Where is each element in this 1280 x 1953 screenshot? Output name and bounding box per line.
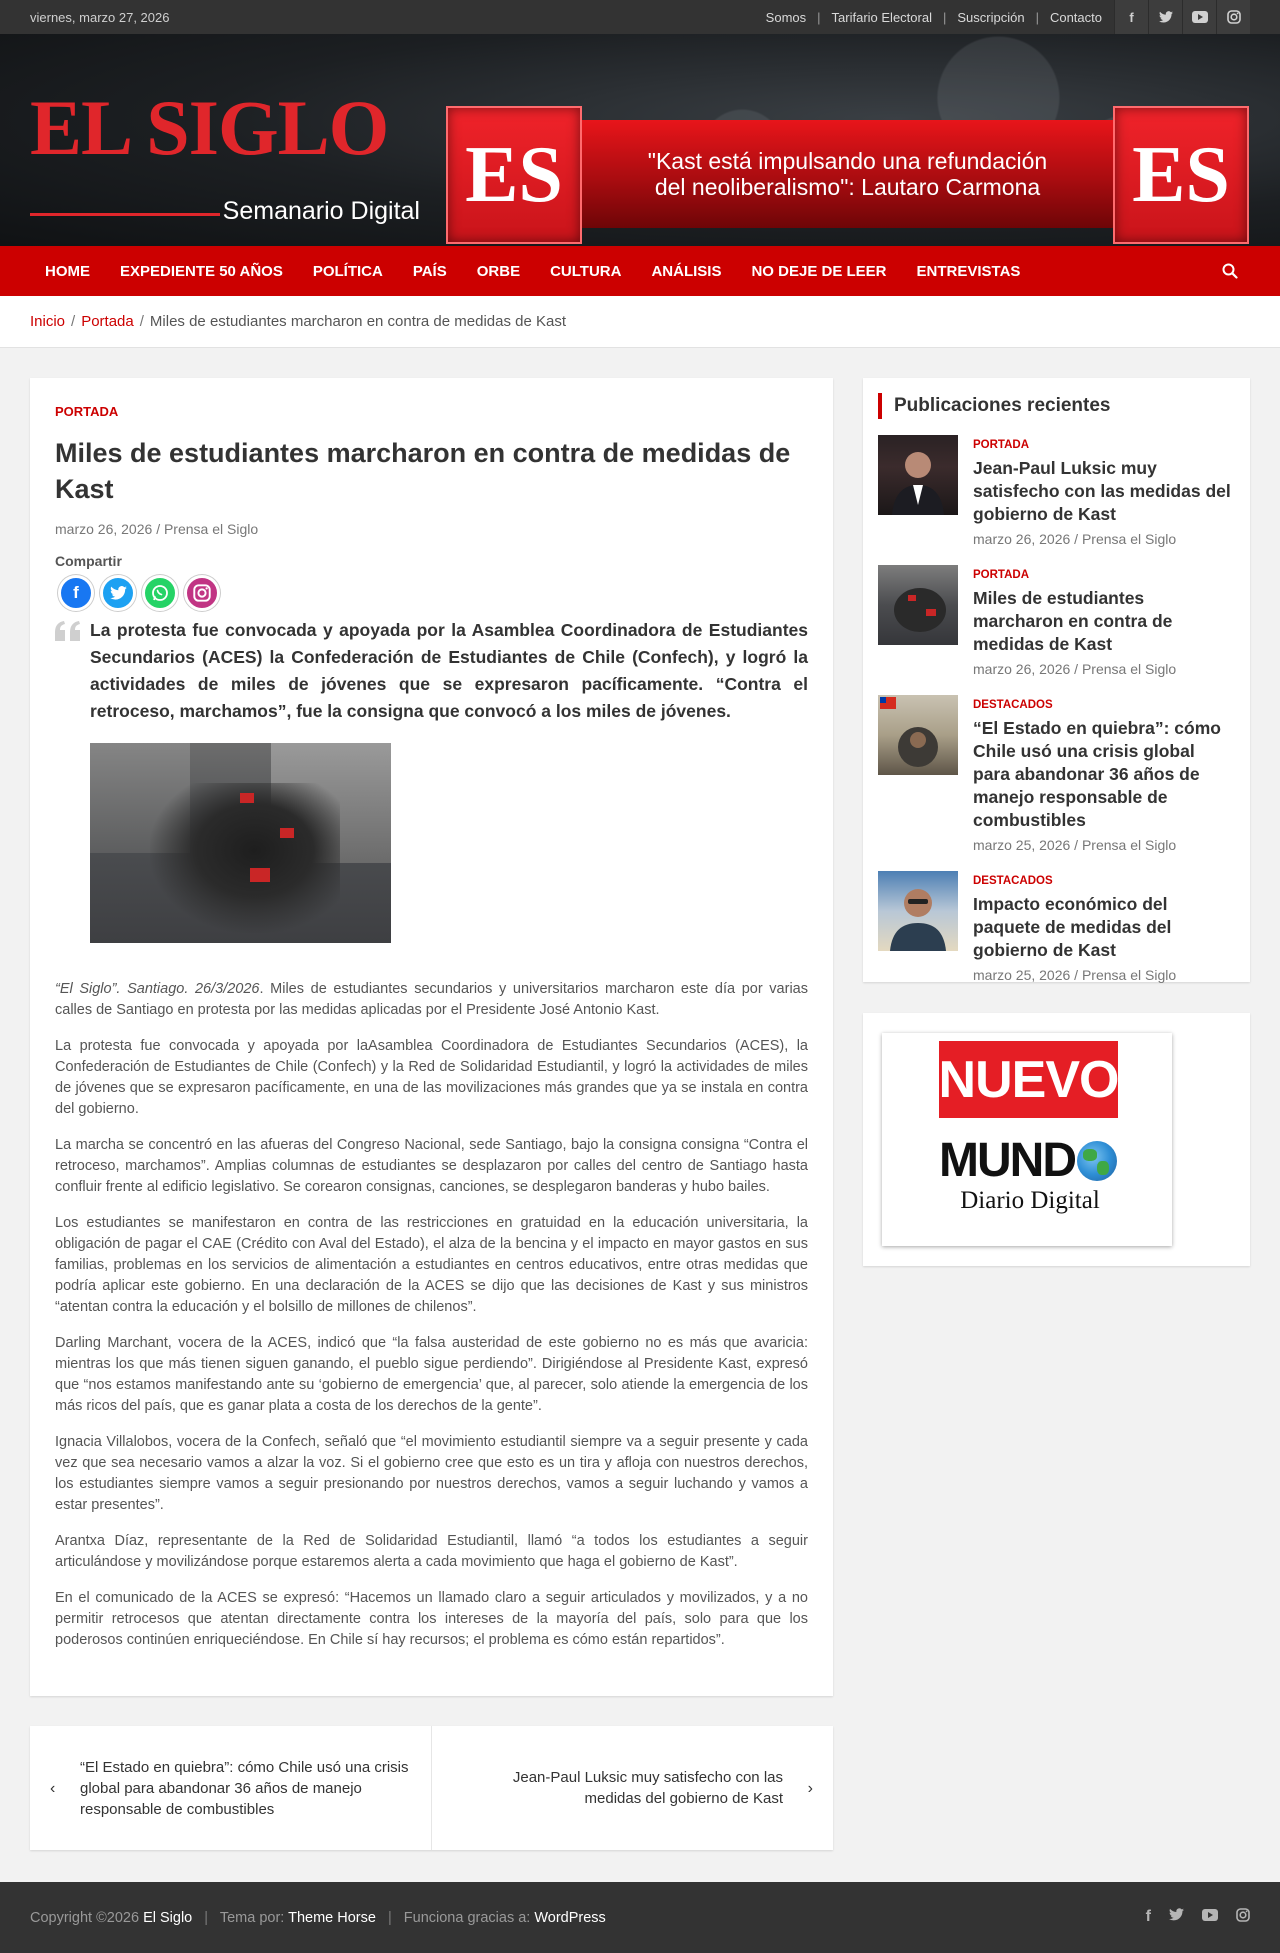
banner-badge-left: ES: [446, 106, 582, 244]
recent-post-thumbnail[interactable]: [878, 565, 958, 645]
footer-instagram-icon[interactable]: [1236, 1908, 1250, 1927]
recent-post-item: [878, 435, 1235, 547]
recent-post-title[interactable]: Miles de estudiantes marcharon en contra de medidas de Kast: [973, 588, 1173, 654]
recent-post-meta: marzo 25, 2026 / Prensa el Siglo: [973, 967, 1177, 983]
nav-item-orbe[interactable]: ORBE: [476, 262, 521, 280]
banner-line-1: "Kast está impulsando una refundación: [647, 148, 1048, 174]
article-paragraph: Ignacia Villalobos, vocera de la Confech, señaló que “el movimiento estudiantil siempre va a seguir presente y cada vez que sea necesario vamos a alzar la voz. Si el gobierno cree que esto es un tira y afloja con nuestros derechos, los estudiantes siempre vamos a seguir presionando por nuestros derechos, vamos a seguir luchando y vamos a estar presentes”.: [55, 1434, 808, 1513]
nuevo-mundo-ad[interactable]: [882, 1033, 1172, 1246]
recent-post-category[interactable]: DESTACADOS: [973, 699, 1053, 711]
recent-post-thumbnail[interactable]: [878, 435, 958, 515]
top-bar: [0, 0, 1280, 34]
ad-diario-label: Diario Digital: [960, 1187, 1100, 1214]
search-icon[interactable]: [1210, 251, 1250, 291]
nav-item-expediente[interactable]: EXPEDIENTE 50 AÑOS: [120, 262, 283, 280]
quote-icon: [55, 621, 81, 641]
post-navigation: [30, 1726, 833, 1850]
footer-facebook-icon[interactable]: f: [1145, 1908, 1151, 1925]
widget-title: Publicaciones recientes: [878, 393, 1235, 419]
article-paragraph: Darling Marchant, vocera de la ACES, indicó que “la falsa austeridad de este gobierno no es más que avaricia: mientras los que más tienen siguen ganando, el pueblo sigue perdiendo”. Dirigiéndose al Presidente Kast, expresó que “nos estamos manifestando ante su ‘gobierno de emergencia’ que, al parecer, solo atiende la emergencia de los más ricos del país, que es ganar plata a costa de los derechos de la gente”.: [55, 1335, 808, 1414]
top-link-contacto[interactable]: Contacto: [1049, 9, 1102, 25]
breadcrumb-section[interactable]: Portada: [81, 313, 134, 330]
article: [30, 378, 833, 1696]
nav-item-cultura[interactable]: CULTURA: [550, 262, 622, 280]
top-social: [1114, 0, 1250, 34]
lead-quote-text: La protesta fue convocada y apoyada por la Asamblea Coordinadora de Estudiantes Secundarios (ACES) la Confederación de Estudiantes de Chile (Confech), y logró la actividades de miles de jóvenes que se expresaron pacíficamente. “Contra el retroceso, marchamos”, fue la consigna que convocó a los miles de jóvenes.: [90, 620, 808, 721]
recent-posts-widget: [863, 378, 1250, 982]
share-instagram-icon[interactable]: [184, 575, 220, 611]
article-meta: marzo 26, 2026 / Prensa el Siglo: [55, 521, 259, 537]
footer-youtube-icon[interactable]: [1202, 1908, 1218, 1927]
nav-item-home[interactable]: HOME: [45, 262, 90, 280]
recent-post-category[interactable]: DESTACADOS: [973, 875, 1053, 887]
nav-item-no-deje-de-leer[interactable]: NO DEJE DE LEER: [751, 262, 887, 280]
ad-nuevo-label: NUEVO: [939, 1041, 1118, 1118]
chevron-right-icon: ›: [807, 1779, 813, 1797]
banner-line-2: del neoliberalismo": Lautaro Carmona: [654, 174, 1041, 200]
breadcrumb-home[interactable]: Inicio: [30, 313, 66, 330]
previous-post-link[interactable]: [30, 1726, 432, 1850]
nav-item-analisis[interactable]: ANÁLISIS: [651, 262, 722, 280]
share-label: Compartir: [55, 553, 122, 569]
article-paragraph: En el comunicado de la ACES se expresó: “Hacemos un llamado claro a seguir articulados y movilizados, y a no permitir retrocesos que atentan directamente contra los intereses de la mayoría del país, solo para que los poderosos continúen enriqueciéndose. En Chile sí hay recursos; el problema es cómo están repartidos”.: [55, 1590, 808, 1648]
nav-item-pais[interactable]: PAÍS: [412, 262, 447, 280]
footer-twitter-icon[interactable]: [1169, 1908, 1184, 1927]
ad-widget: [863, 1013, 1250, 1266]
article-author[interactable]: Prensa el Siglo: [163, 521, 259, 537]
article-title: Miles de estudiantes marcharon en contra de medidas de Kast: [55, 438, 791, 504]
chevron-left-icon: ‹: [50, 1779, 56, 1797]
top-link-tarifario[interactable]: Tarifario Electoral: [831, 9, 932, 25]
youtube-icon[interactable]: [1182, 0, 1216, 34]
footer-site-link[interactable]: El Siglo: [143, 1909, 193, 1926]
logo-brand: EL SIGLO: [30, 84, 389, 171]
recent-post-meta: marzo 26, 2026 / Prensa el Siglo: [973, 661, 1177, 677]
recent-post-item: [878, 695, 1235, 853]
site-footer: [0, 1882, 1280, 1953]
recent-post-meta: marzo 25, 2026 / Prensa el Siglo: [973, 837, 1177, 853]
article-paragraph: La protesta fue convocada y apoyada por laAsamblea Coordinadora de Estudiantes Secundarios (ACES), la Confederación de Estudiantes de Chile (Confech) y la Red de Solidaridad Estudiantil, y logró la actividades de miles de jóvenes que se expresaron pacíficamente, en una de las movilizaciones más grandes que ya se instala en contra del gobierno.: [55, 1038, 808, 1117]
recent-post-category[interactable]: PORTADA: [973, 439, 1030, 451]
banner-badge-right: ES: [1113, 106, 1249, 244]
recent-post-meta: marzo 26, 2026 / Prensa el Siglo: [973, 531, 1177, 547]
site-logo[interactable]: [30, 84, 420, 225]
breadcrumb: Inicio / Portada / Miles de estudiantes marcharon en contra de medidas de Kast: [0, 296, 1280, 348]
facebook-icon[interactable]: f: [1114, 0, 1148, 34]
article-paragraph: Arantxa Díaz, representante de la Red de Solidaridad Estudiantil, llamó “a todos los estudiantes a seguir articulándose y movilizándose porque estaremos alerta a cada movimiento que haga el gobierno de Kast”.: [55, 1533, 808, 1570]
logo-tagline: Semanario Digital: [222, 197, 420, 225]
top-link-suscripcion[interactable]: Suscripción: [957, 9, 1025, 25]
breadcrumb-current: Miles de estudiantes marcharon en contra de medidas de Kast: [149, 313, 566, 330]
recent-post-title[interactable]: Jean-Paul Luksic muy satisfecho con las medidas del gobierno de Kast: [973, 458, 1231, 524]
previous-post-title: “El Estado en quiebra”: cómo Chile usó una crisis global para abandonar 36 años de manejo responsable de combustibles: [80, 1758, 409, 1818]
share-facebook-icon[interactable]: f: [58, 575, 94, 611]
banner-headline: [566, 120, 1129, 228]
twitter-icon[interactable]: [1148, 0, 1182, 34]
nav-item-entrevistas[interactable]: ENTREVISTAS: [916, 262, 1021, 280]
article-body: [55, 979, 808, 1651]
main-nav: [0, 246, 1280, 296]
dateline: “El Siglo”. Santiago. 26/3/2026: [55, 981, 260, 997]
next-post-title: Jean-Paul Luksic muy satisfecho con las medidas del gobierno de Kast: [512, 1769, 783, 1807]
site-header: [0, 34, 1280, 246]
article-date[interactable]: marzo 26, 2026: [55, 521, 153, 537]
globe-icon: [1077, 1141, 1117, 1181]
header-banner[interactable]: [446, 106, 1249, 244]
recent-post-thumbnail[interactable]: [878, 695, 958, 775]
recent-post-title[interactable]: Impacto económico del paquete de medidas del gobierno de Kast: [973, 894, 1172, 960]
recent-post-thumbnail[interactable]: [878, 871, 958, 951]
article-paragraph: Los estudiantes se manifestaron en contra de las restricciones en gratuidad en la educación universitaria, la obligación de pagar el CAE (Crédito con Aval del Estado), el alza de la bencina y el impacto en mayor gastos en sus familias, problemas en los servicios de alimentación a estudiantes en centros educativos, entre otras medidas que podría aplicar este gobierno. En una declaración de la ACES se dijo que las decisiones de Kast y sus ministros “atentan contra la educación y el bolsillo de millones de chilenos”.: [55, 1215, 808, 1315]
top-link-somos[interactable]: Somos: [765, 9, 807, 25]
current-date: viernes, marzo 27, 2026: [30, 9, 170, 25]
footer-social: [1128, 1908, 1250, 1927]
top-links: Somos | Tarifario Electoral | Suscripción | Contacto: [765, 9, 1102, 25]
article-paragraph: La marcha se concentró en las afueras del Congreso Nacional, sede Santiago, bajo la consigna consigna “Contra el retroceso, marchamos”. Amplias columnas de estudiantes se desplazaron por calles del centro de Santiago hasta confluir frente al edificio legislativo. Se corearon consignas, canciones, se desplegaron banderas y hubo bailes.: [55, 1137, 808, 1195]
share-twitter-icon[interactable]: [100, 575, 136, 611]
instagram-icon[interactable]: [1216, 0, 1250, 34]
share-whatsapp-icon[interactable]: [142, 575, 178, 611]
nav-item-politica[interactable]: POLÍTICA: [312, 262, 383, 280]
article-photo[interactable]: [90, 743, 391, 943]
recent-post-title[interactable]: “El Estado en quiebra”: cómo Chile usó una crisis global para abandonar 36 años de manejo responsable de combustibles: [973, 718, 1221, 830]
article-category[interactable]: PORTADA: [55, 404, 119, 419]
footer-credits: Copyright ©2026 El Siglo | Tema por: Theme Horse | Funciona gracias a: WordPress: [30, 1909, 606, 1926]
article-paragraph: “El Siglo”. Santiago. 26/3/2026. Miles de estudiantes secundarios y universitarios marcharon este día por varias calles de Santiago en protesta por las medidas aplicadas por el Presidente José Antonio Kast.: [55, 981, 808, 1018]
logo-underline: [30, 213, 220, 216]
recent-post-category[interactable]: PORTADA: [973, 569, 1030, 581]
article-lead-quote: [55, 617, 808, 725]
footer-theme-link[interactable]: Theme Horse: [288, 1909, 376, 1926]
ad-mundo-label: MUND: [939, 1133, 1117, 1188]
footer-wordpress-link[interactable]: WordPress: [534, 1909, 606, 1926]
share-buttons: [55, 575, 808, 611]
recent-post-item: [878, 565, 1235, 677]
recent-post-item: [878, 871, 1235, 983]
next-post-link[interactable]: [432, 1726, 834, 1850]
